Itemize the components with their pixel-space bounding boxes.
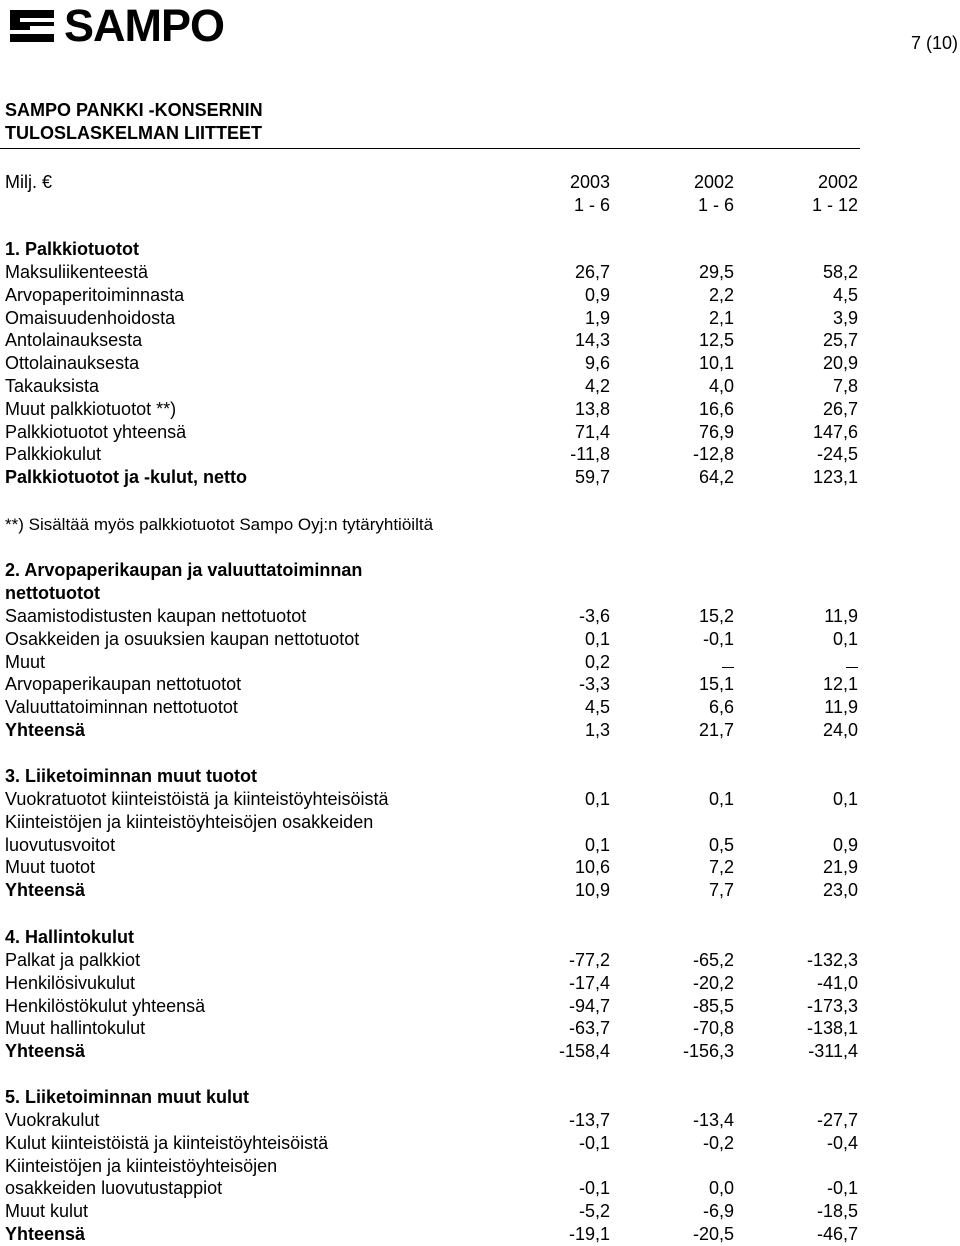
value-cell-1: -77,2 <box>568 950 610 970</box>
value-cell-3: 0,1 <box>832 789 858 809</box>
value-cell-1: -11,8 <box>570 444 610 465</box>
row-label: Henkilösivukulut <box>5 972 136 993</box>
value-cell-2: -0,1 <box>702 628 734 649</box>
value-cell-1: -19,1 <box>568 1224 610 1244</box>
value-cell-2: -65,2 <box>692 950 734 970</box>
value-cell-3: -41,0 <box>816 972 858 993</box>
period-col-1: 1 - 6 <box>573 195 610 215</box>
value-cell-2: 64,2 <box>698 467 734 488</box>
value-cell-3: 58,2 <box>822 262 858 282</box>
value-cell-2: -70,8 <box>692 1018 734 1039</box>
value-cell-3: 0,9 <box>832 834 858 855</box>
period-col-3: 1 - 12 <box>811 195 858 215</box>
table-row <box>0 1040 960 1063</box>
value-cell-2: -13,4 <box>692 1110 734 1130</box>
value-cell-1: 10,6 <box>574 857 610 878</box>
table-row <box>0 673 960 696</box>
value-cell-1: -13,7 <box>568 1110 610 1130</box>
table-row <box>0 1109 960 1132</box>
value-cell-1: 4,5 <box>584 697 610 718</box>
value-cell-1: -3,6 <box>578 606 610 626</box>
value-cell-2: 15,1 <box>698 674 734 695</box>
section-4-heading: 4. Hallintokulut <box>5 927 135 947</box>
value-cell-2: 0,0 <box>708 1178 734 1199</box>
value-cell-3: -18,5 <box>816 1201 858 1222</box>
row-label: Kulut kiinteistöistä ja kiinteistöyhteisöistä <box>5 1132 329 1153</box>
row-label: Arvopaperitoiminnasta <box>5 284 185 305</box>
row-label: Muut palkkiotuotot **) <box>5 398 177 419</box>
value-cell-2: -12,8 <box>692 444 734 465</box>
table-row <box>0 261 960 284</box>
row-label: osakkeiden luovutustappiot <box>5 1178 223 1199</box>
table-row <box>0 719 960 742</box>
table-row <box>0 834 960 857</box>
row-label: Valuuttatoiminnan nettotuotot <box>5 697 238 718</box>
value-cell-3: 11,9 <box>824 697 858 718</box>
empty-value-dash <box>722 653 734 668</box>
value-cell-2: -6,9 <box>702 1201 734 1222</box>
value-cell-1: 0,1 <box>584 834 610 855</box>
row-label: Yhteensä <box>5 1041 86 1062</box>
value-cell-1: 0,9 <box>584 284 610 305</box>
row-label: Palkkiokulut <box>5 444 102 465</box>
sampo-logo <box>6 2 224 50</box>
value-cell-2: 76,9 <box>698 421 734 442</box>
table-row <box>0 605 960 628</box>
table-row <box>0 856 960 879</box>
value-cell-1: 0,1 <box>584 789 610 809</box>
row-label: Muut kulut <box>5 1201 89 1222</box>
value-cell-1: 4,2 <box>584 376 610 396</box>
table-row <box>0 1200 960 1223</box>
row-label: Ottolainauksesta <box>5 353 140 374</box>
row-label: luovutusvoitot <box>5 834 116 855</box>
table-row <box>0 1132 960 1155</box>
row-label: Muut <box>5 651 46 672</box>
value-cell-1: 10,9 <box>574 880 610 901</box>
value-cell-3: 25,7 <box>822 330 858 351</box>
table-row <box>0 972 960 995</box>
table-row <box>0 329 960 352</box>
value-cell-1: 14,3 <box>574 330 610 351</box>
value-cell-3: 26,7 <box>822 398 858 419</box>
value-cell-1: -3,3 <box>578 674 610 695</box>
value-cell-2: 2,2 <box>708 284 734 305</box>
value-cell-3: -46,7 <box>816 1224 858 1244</box>
logo-text: SAMPO <box>64 0 225 51</box>
row-label: Yhteensä <box>5 880 86 901</box>
value-cell-3 <box>738 651 858 674</box>
row-label: Omaisuudenhoidosta <box>5 307 176 328</box>
table-row <box>0 1155 960 1178</box>
value-cell-2: -0,2 <box>702 1132 734 1153</box>
value-cell-2: 7,7 <box>708 880 734 901</box>
row-label: Kiinteistöjen ja kiinteistöyhteisöjen osakkeiden <box>5 811 374 832</box>
value-cell-1: 1,3 <box>584 720 610 740</box>
row-label: Muut tuotot <box>5 857 96 878</box>
row-label: Vuokrakulut <box>5 1110 100 1130</box>
value-cell-3: 20,9 <box>822 353 858 374</box>
value-cell-2: 16,6 <box>698 398 734 419</box>
table-row <box>0 375 960 398</box>
value-cell-3: 24,0 <box>822 720 858 740</box>
row-label: Antolainauksesta <box>5 330 143 351</box>
row-label: Yhteensä <box>5 1224 86 1244</box>
row-label: Osakkeiden ja osuuksien kaupan nettotuotot <box>5 628 360 649</box>
year-col-1: 2003 <box>569 172 610 192</box>
table-row <box>0 398 960 421</box>
value-cell-3: -27,7 <box>816 1110 858 1130</box>
value-cell-2: 12,5 <box>698 330 734 351</box>
document-title <box>5 99 263 145</box>
value-cell-3: -311,4 <box>808 1041 858 1062</box>
value-cell-1: -158,4 <box>558 1041 610 1062</box>
value-cell-3: -173,3 <box>806 995 858 1016</box>
table-row <box>0 788 960 811</box>
value-cell-2: -20,5 <box>692 1224 734 1244</box>
value-cell-3: 12,1 <box>822 674 858 695</box>
table-row <box>0 421 960 444</box>
value-cell-3: -0,1 <box>826 1178 858 1199</box>
value-cell-3: 11,9 <box>824 606 858 626</box>
table-row <box>0 443 960 466</box>
row-label: Arvopaperikaupan nettotuotot <box>5 674 242 695</box>
value-cell-1: -17,4 <box>568 972 610 993</box>
value-cell-1: -0,1 <box>578 1178 610 1199</box>
table-row <box>0 995 960 1018</box>
value-cell-2: -156,3 <box>682 1041 734 1062</box>
row-label: Kiinteistöjen ja kiinteistöyhteisöjen <box>5 1155 278 1176</box>
value-cell-1: 9,6 <box>584 353 610 374</box>
section-1-footnote: **) Sisältää myös palkkiotuotot Sampo Oyj:n tytäryhtiöiltä <box>5 515 434 534</box>
year-col-3: 2002 <box>817 172 858 192</box>
table-row <box>0 811 960 834</box>
value-cell-2 <box>614 651 734 674</box>
table-row <box>0 466 960 489</box>
page-number: 7 (10) <box>910 33 958 53</box>
value-cell-1: 0,1 <box>584 628 610 649</box>
value-cell-2: 29,5 <box>698 262 734 282</box>
table-row <box>0 352 960 375</box>
table-row <box>0 1223 960 1246</box>
year-col-2: 2002 <box>693 172 734 192</box>
row-label: Muut hallintokulut <box>5 1018 146 1039</box>
value-cell-3: -0,4 <box>826 1132 858 1153</box>
table-row <box>0 284 960 307</box>
value-cell-3: 21,9 <box>822 857 858 878</box>
table-row <box>0 651 960 674</box>
section-1-heading: 1. Palkkiotuotot <box>5 239 140 259</box>
value-cell-1: -5,2 <box>578 1201 610 1222</box>
row-label: Saamistodistusten kaupan nettotuotot <box>5 606 307 626</box>
row-label: Palkkiotuotot yhteensä <box>5 421 187 442</box>
value-cell-2: 7,2 <box>708 857 734 878</box>
row-label: Palkat ja palkkiot <box>5 950 141 970</box>
value-cell-1: 26,7 <box>574 262 610 282</box>
column-header-periods <box>0 194 960 217</box>
value-cell-3: 123,1 <box>812 467 858 488</box>
section-5-heading: 5. Liiketoiminnan muut kulut <box>5 1087 250 1107</box>
value-cell-3: 0,1 <box>832 628 858 649</box>
value-cell-1: 1,9 <box>584 307 610 328</box>
unit-label: Milj. € <box>5 172 53 192</box>
value-cell-3: 147,6 <box>812 421 858 442</box>
value-cell-1: -94,7 <box>568 995 610 1016</box>
title-line-1: SAMPO PANKKI -KONSERNIN <box>5 100 263 120</box>
value-cell-3: -138,1 <box>806 1018 858 1039</box>
table-row <box>0 1177 960 1200</box>
value-cell-1: 59,7 <box>574 467 610 488</box>
section-3-heading: 3. Liiketoiminnan muut tuotot <box>5 766 257 786</box>
row-label: Palkkiotuotot ja -kulut, netto <box>5 467 247 488</box>
sampo-logo-mark-icon <box>6 4 58 48</box>
value-cell-2: 10,1 <box>698 353 734 374</box>
value-cell-3: 23,0 <box>822 880 858 901</box>
value-cell-1: 13,8 <box>574 398 610 419</box>
value-cell-2: -85,5 <box>692 995 734 1016</box>
row-label: Yhteensä <box>5 720 86 740</box>
table-row <box>0 628 960 651</box>
row-label: Maksuliikenteestä <box>5 262 149 282</box>
section-2-heading-line-1: 2. Arvopaperikaupan ja valuuttatoiminnan <box>5 560 363 580</box>
period-col-2: 1 - 6 <box>697 195 734 215</box>
value-cell-1: 0,2 <box>584 651 610 672</box>
table-row <box>0 696 960 719</box>
value-cell-2: 0,1 <box>708 789 734 809</box>
table-row <box>0 949 960 972</box>
value-cell-1: -63,7 <box>568 1018 610 1039</box>
row-label: Vuokratuotot kiinteistöistä ja kiinteistöyhteisöistä <box>5 789 389 809</box>
header-rule <box>0 148 860 149</box>
value-cell-2: 4,0 <box>708 376 734 396</box>
value-cell-3: 4,5 <box>832 284 858 305</box>
column-header-years <box>0 171 960 194</box>
section-2-heading-line-2: nettotuotot <box>5 583 100 603</box>
table-row <box>0 307 960 330</box>
value-cell-3: -24,5 <box>816 444 858 465</box>
value-cell-2: -20,2 <box>692 972 734 993</box>
table-row <box>0 1017 960 1040</box>
value-cell-2: 21,7 <box>698 720 734 740</box>
value-cell-2: 2,1 <box>708 307 734 328</box>
row-label: Henkilöstökulut yhteensä <box>5 995 206 1016</box>
value-cell-3: 7,8 <box>832 376 858 396</box>
row-label: Takauksista <box>5 376 100 396</box>
value-cell-3: -132,3 <box>806 950 858 970</box>
value-cell-2: 15,2 <box>698 606 734 626</box>
title-line-2: TULOSLASKELMAN LIITTEET <box>5 123 262 143</box>
table-row <box>0 879 960 902</box>
empty-value-dash <box>846 653 858 668</box>
value-cell-2: 0,5 <box>708 834 734 855</box>
value-cell-2: 6,6 <box>708 697 734 718</box>
value-cell-3: 3,9 <box>832 307 858 328</box>
value-cell-1: 71,4 <box>574 421 610 442</box>
value-cell-1: -0,1 <box>578 1132 610 1153</box>
